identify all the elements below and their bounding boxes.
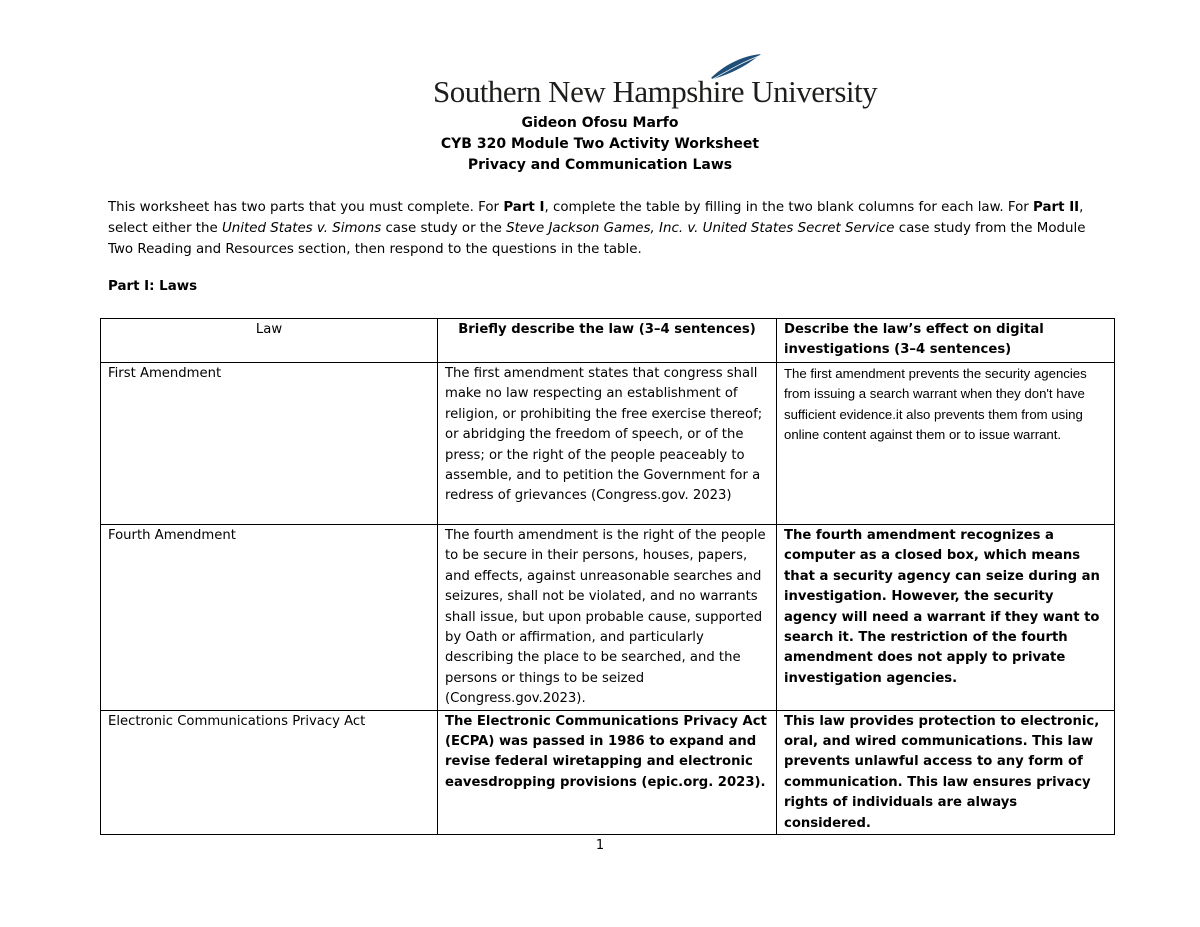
law-name: Fourth Amendment <box>101 525 438 711</box>
intro-paragraph <box>108 197 1108 260</box>
laws-table <box>100 318 1115 835</box>
header-law: Law <box>101 319 438 363</box>
intro-part1: Part I <box>503 200 545 215</box>
intro-text: , complete the table by filling in the two blank columns for each law. For <box>544 200 1034 215</box>
course-title: CYB 320 Module Two Activity Worksheet <box>440 136 760 152</box>
document-header <box>0 113 1200 176</box>
intro-text: , select either the <box>108 200 1084 236</box>
intro-part2: Part II <box>1033 200 1080 215</box>
intro-text: case study or the <box>381 221 507 236</box>
intro-case1: United States v. Simons <box>221 221 382 236</box>
header-effect: Describe the law’s effect on digital investigations (3–4 sentences) <box>777 319 1115 363</box>
law-name: First Amendment <box>101 363 438 525</box>
university-logo <box>433 52 878 110</box>
law-effect: This law provides protection to electronic, oral, and wired communications. This law prevents unlawful access to any form of communication. This law ensures privacy rights of individuals are always considered. <box>777 710 1115 834</box>
page-number: 1 <box>595 838 605 853</box>
document-subtitle: Privacy and Communication Laws <box>467 157 733 173</box>
law-name: Electronic Communications Privacy Act <box>101 710 438 834</box>
law-effect: The fourth amendment recognizes a computer as a closed box, which means that a security agency can seize during an investigation. However, the security agency will need a warrant if they want to search it. The restriction of the fourth amendment does not apply to private investigation agencies. <box>777 525 1115 711</box>
intro-text: This worksheet has two parts that you must complete. For <box>108 200 504 215</box>
table-row <box>101 525 1115 711</box>
table-row <box>101 363 1115 525</box>
law-description: The first amendment states that congress shall make no law respecting an establishment of religion, or prohibiting the free exercise thereof; or abridging the freedom of speech, or of the press; or the right of the people peaceably to assemble, and to petition the Government for a redress of grievances (Congress.gov. 2023) <box>438 363 777 525</box>
header-description: Briefly describe the law (3–4 sentences) <box>438 319 777 363</box>
part-heading: Part I: Laws <box>108 279 198 294</box>
law-description: The Electronic Communications Privacy Act (ECPA) was passed in 1986 to expand and revise federal wiretapping and electronic eavesdropping provisions (epic.org. 2023). <box>438 710 777 834</box>
law-effect: The first amendment prevents the security agencies from issuing a search warrant when they don't have sufficient evidence.it also prevents them from using online content against them or to issue warrant. <box>777 363 1115 525</box>
logo-text: Southern New Hampshire University <box>433 74 878 109</box>
intro-case2: Steve Jackson Games, Inc. v. United States Secret Service <box>506 221 895 236</box>
law-description: The fourth amendment is the right of the people to be secure in their persons, houses, papers, and effects, against unreasonable searches and seizures, shall not be violated, and no warrants shall issue, but upon probable cause, supported by Oath or affirmation, and particularly describing the place to be searched, and the persons or things to be seized (Congress.gov.2023). <box>438 525 777 711</box>
author-name: Gideon Ofosu Marfo <box>521 115 679 131</box>
table-header-row <box>101 319 1115 363</box>
table-row <box>101 710 1115 834</box>
intro-text: case study from the Module Two Reading and Resources section, then respond to the questions in the table. <box>108 221 1086 257</box>
